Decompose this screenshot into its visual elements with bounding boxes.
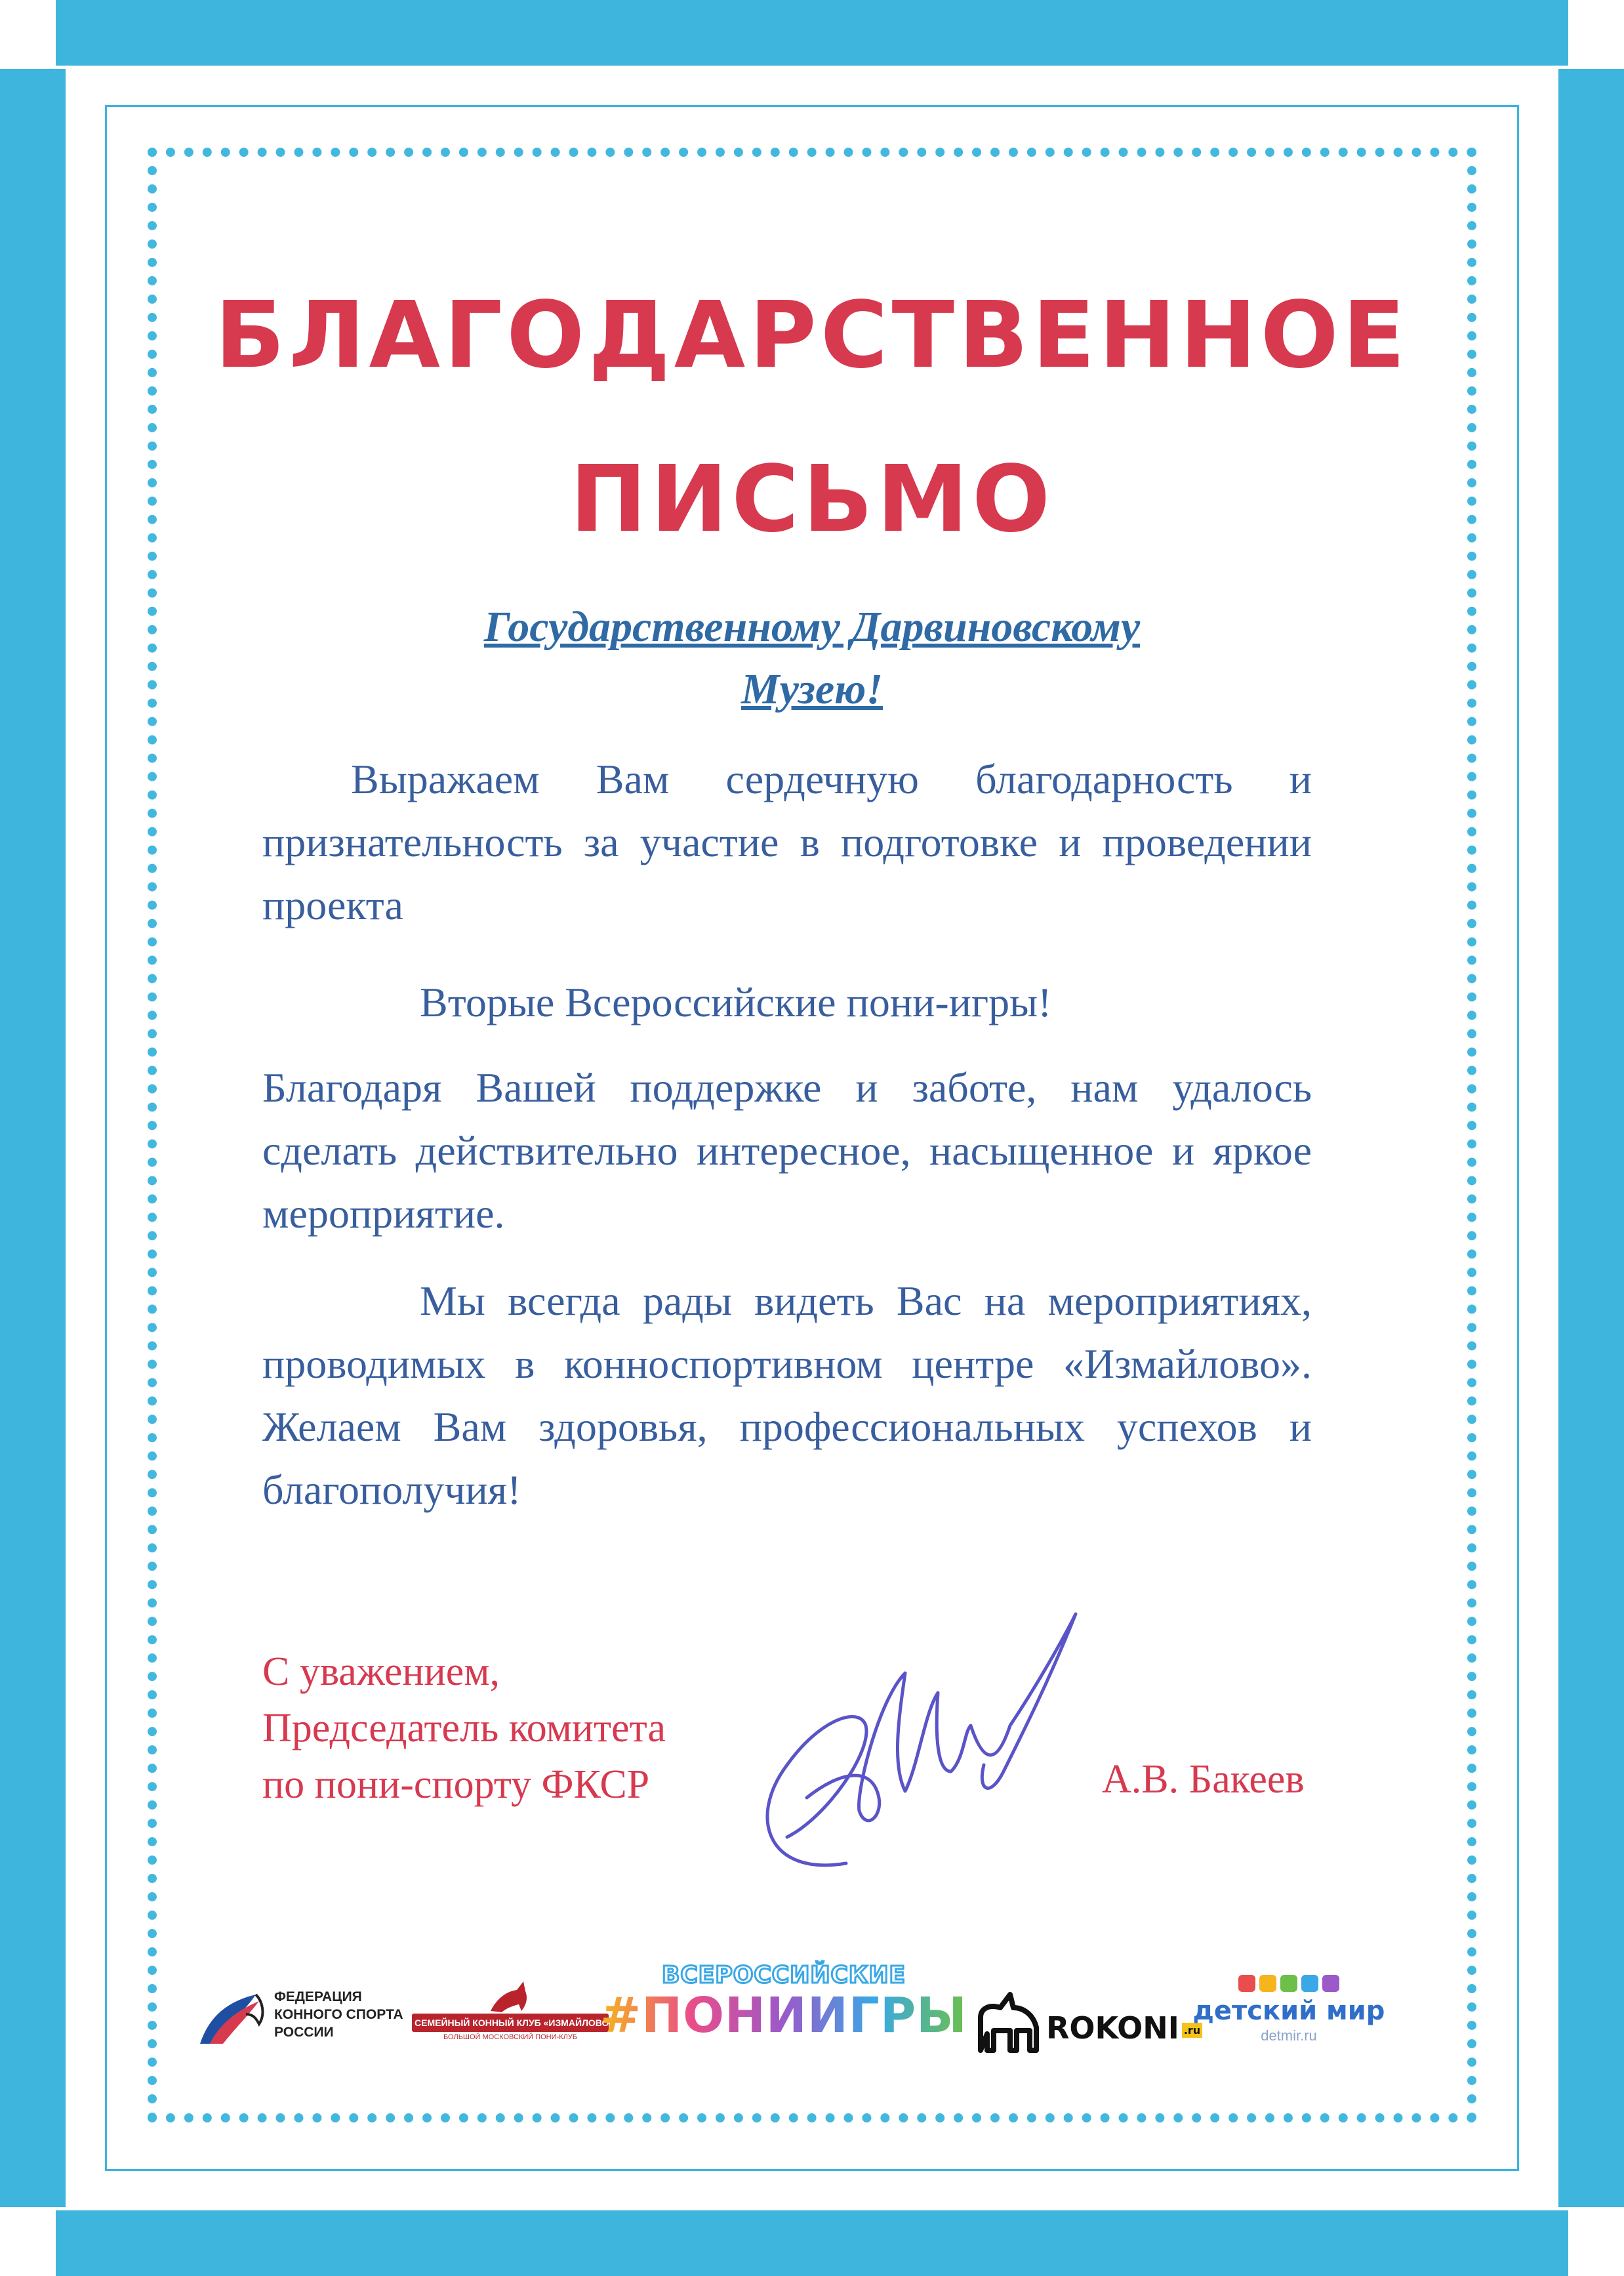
club-horse-icon	[487, 1978, 533, 2015]
pony-games-wordmark-text: #ПОНИИГРЫ	[600, 1987, 967, 2044]
signer-name: А.В. Бакеев	[1102, 1757, 1305, 1802]
detmir-url: detmir.ru	[1261, 2027, 1317, 2044]
handwritten-signature	[708, 1601, 1102, 1890]
pony-games-main-text	[600, 1985, 967, 2054]
signer-title-line-1: Председатель комитета	[262, 1706, 666, 1750]
pony-games-logo	[600, 1962, 967, 2054]
federation-text-line-1: ФЕДЕРАЦИЯ	[274, 1989, 362, 2004]
club-subtitle: БОЛЬШОЙ МОСКОВСКИЙ ПОНИ-КЛУБ	[443, 2033, 578, 2041]
federation-logo-text	[274, 1988, 403, 2041]
detmir-square-green	[1280, 1975, 1297, 1992]
addressee-line-1: Государственному Дарвиновскому	[483, 603, 1141, 651]
federation-text-line-2: КОННОГО СПОРТА	[274, 2007, 403, 2022]
prokoni-name: ROKONI	[1046, 2010, 1179, 2046]
detmir-color-squares	[1190, 1975, 1387, 1992]
detmir-square-red	[1238, 1975, 1255, 1992]
prokoni-domain: .ru	[1182, 2023, 1202, 2038]
signer-title-line-2: по пони-спорту ФКСР	[262, 1762, 650, 1807]
prokoni-wordmark	[1046, 2010, 1202, 2046]
frame-right-band	[1558, 69, 1624, 2207]
izmailovo-club-logo	[412, 1978, 615, 2041]
pony-games-wordmark	[600, 1985, 967, 2044]
paragraph-wishes: Мы всегда рады видеть Вас на мероприятиях, проводимых в конноспортивном центре «Измайлово». Желаем Вам здоровья, профессиональных успехов и благополучия!	[262, 1277, 1312, 1513]
frame-left-band	[0, 69, 66, 2207]
detmir-name: детский мир	[1192, 1996, 1385, 2026]
prokoni-horse-icon	[974, 1988, 1046, 2054]
closing-line: С уважением,	[262, 1649, 500, 1694]
club-name: СЕМЕЙНЫЙ КОННЫЙ КЛУБ «ИЗМАЙЛОВО»	[412, 2014, 609, 2032]
project-name: Вторые Всероссийские пони-игры!	[420, 979, 1052, 1025]
detmir-square-yellow	[1259, 1975, 1276, 1992]
title-line-1: БЛАГОДАРСТВЕННОЕ	[214, 282, 1410, 389]
paragraph-support: Благодаря Вашей поддержке и заботе, нам удалось сделать действительно интересное, насыщенное и яркое мероприятие.	[262, 1064, 1312, 1237]
pony-games-top-text: ВСЕРОССИЙСКИЕ	[661, 1962, 906, 1989]
detmir-logo	[1190, 1975, 1387, 2044]
prokoni-logo	[974, 1988, 1201, 2057]
federation-horse-icon	[197, 1988, 269, 2047]
frame-bottom-band	[56, 2210, 1568, 2276]
detmir-square-blue	[1301, 1975, 1318, 1992]
addressee-line-2: Музею!	[741, 665, 883, 713]
detmir-square-purple	[1322, 1975, 1339, 1992]
federation-text-line-3: РОССИИ	[274, 2025, 334, 2040]
title-line-2: ПИСЬМО	[569, 446, 1055, 553]
paragraph-gratitude: Выражаем Вам сердечную благодарность и признательность за участие в подготовке и проведении проекта	[262, 756, 1312, 928]
signature-block	[262, 1644, 666, 1813]
frame-top-band	[56, 0, 1568, 66]
